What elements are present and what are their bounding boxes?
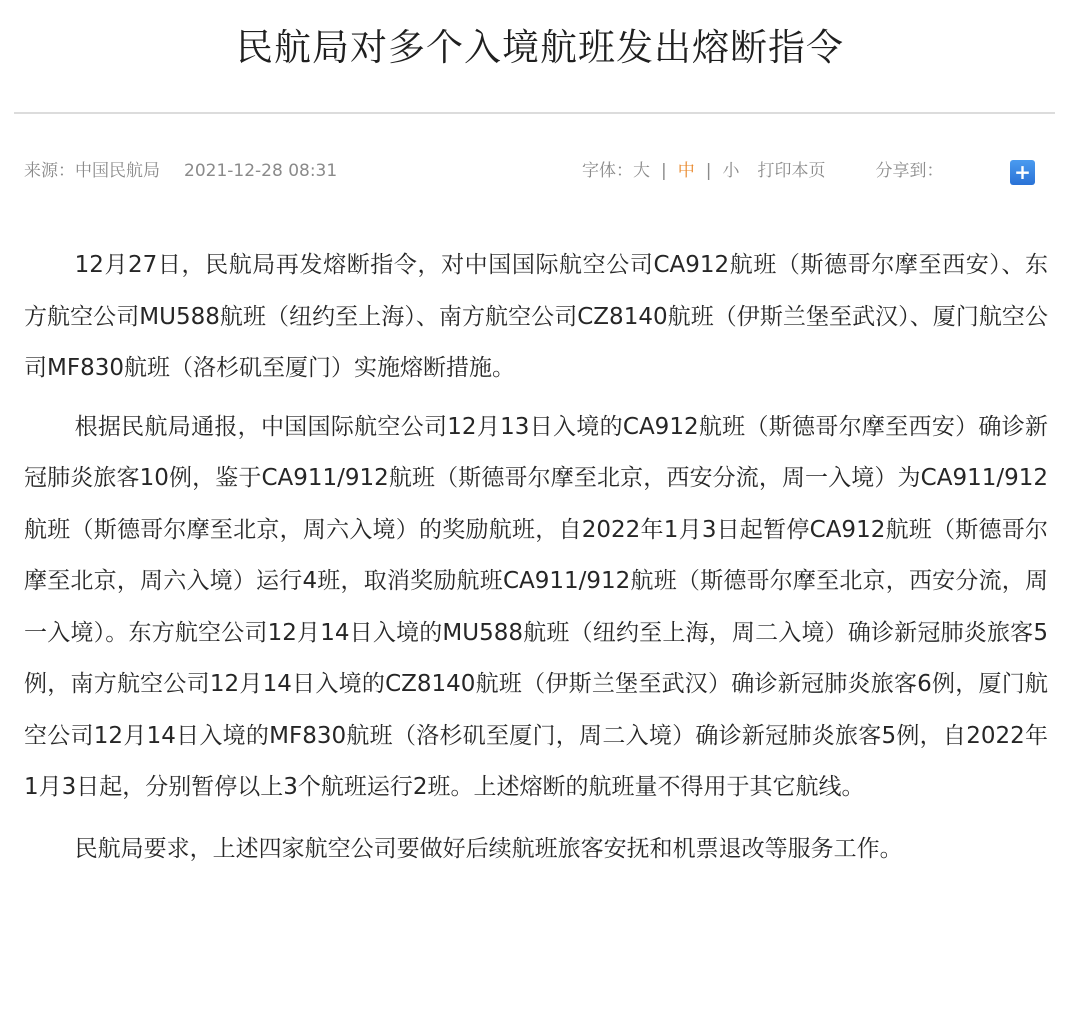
article-paragraph: 民航局要求，上述四家航空公司要做好后续航班旅客安抚和机票退改等服务工作。 [74, 835, 903, 862]
page-title: 民航局对多个入境航班发出熔断指令 [236, 26, 844, 69]
article-date: 2021-12-28 08:31 [184, 161, 338, 181]
article-info [24, 156, 337, 186]
article-paragraph: 12月27日，民航局再发熔断指令，对中国国际航空公司CA912航班（斯德哥尔摩至西安）、东方航空公司MU588航班（纽约至上海）、南方航空公司CZ8140航班（伊斯兰堡至武汉）、厦门航空公司MF830航班（洛杉矶至厦门）实施熔断措施。 [24, 252, 1048, 381]
article-body [24, 240, 1048, 882]
article-source: 来源：中国民航局 [24, 161, 160, 181]
separator: | [705, 161, 712, 181]
font-size-large-link[interactable]: 大 [633, 161, 650, 181]
article-meta-bar [24, 156, 1040, 186]
font-size-medium-link[interactable]: 中 [677, 161, 695, 181]
article-paragraph: 根据民航局通报，中国国际航空公司12月13日入境的CA912航班（斯德哥尔摩至西安）确诊新冠肺炎旅客10例，鉴于CA911/912航班（斯德哥尔摩至北京，西安分流，周一入境）为CA911/912航班（斯德哥尔摩至北京，周六入境）的奖励航班，自2022年1月3日起暂停CA912航班（斯德哥尔摩至北京，周六入境）运行4班，取消奖励航班CA911/912航班（斯德哥尔摩至北京，西安分流，周一入境）。东方航空公司12月14日入境的MU588航班（纽约至上海，周二入境）确诊新冠肺炎旅客5例，南方航空公司12月14日入境的CZ8140航班（伊斯兰堡至武汉）确诊新冠肺炎旅客6例，厦门航空公司12月14日入境的MF830航班（洛杉矶至厦门，周二入境）确诊新冠肺炎旅客5例，自2022年1月3日起，分别暂停以上3个航班运行2班。上述熔断的航班量不得用于其它航线。 [24, 413, 1048, 800]
title-divider [14, 112, 1055, 114]
font-size-small-link[interactable]: 小 [722, 161, 740, 181]
article-tools [582, 156, 943, 186]
share-label: 分享到： [875, 161, 944, 181]
separator: | [661, 161, 667, 181]
print-page-link[interactable]: 打印本页 [757, 161, 826, 181]
share-plus-icon[interactable]: + [1010, 160, 1035, 185]
font-size-label: 字体： [582, 161, 633, 181]
